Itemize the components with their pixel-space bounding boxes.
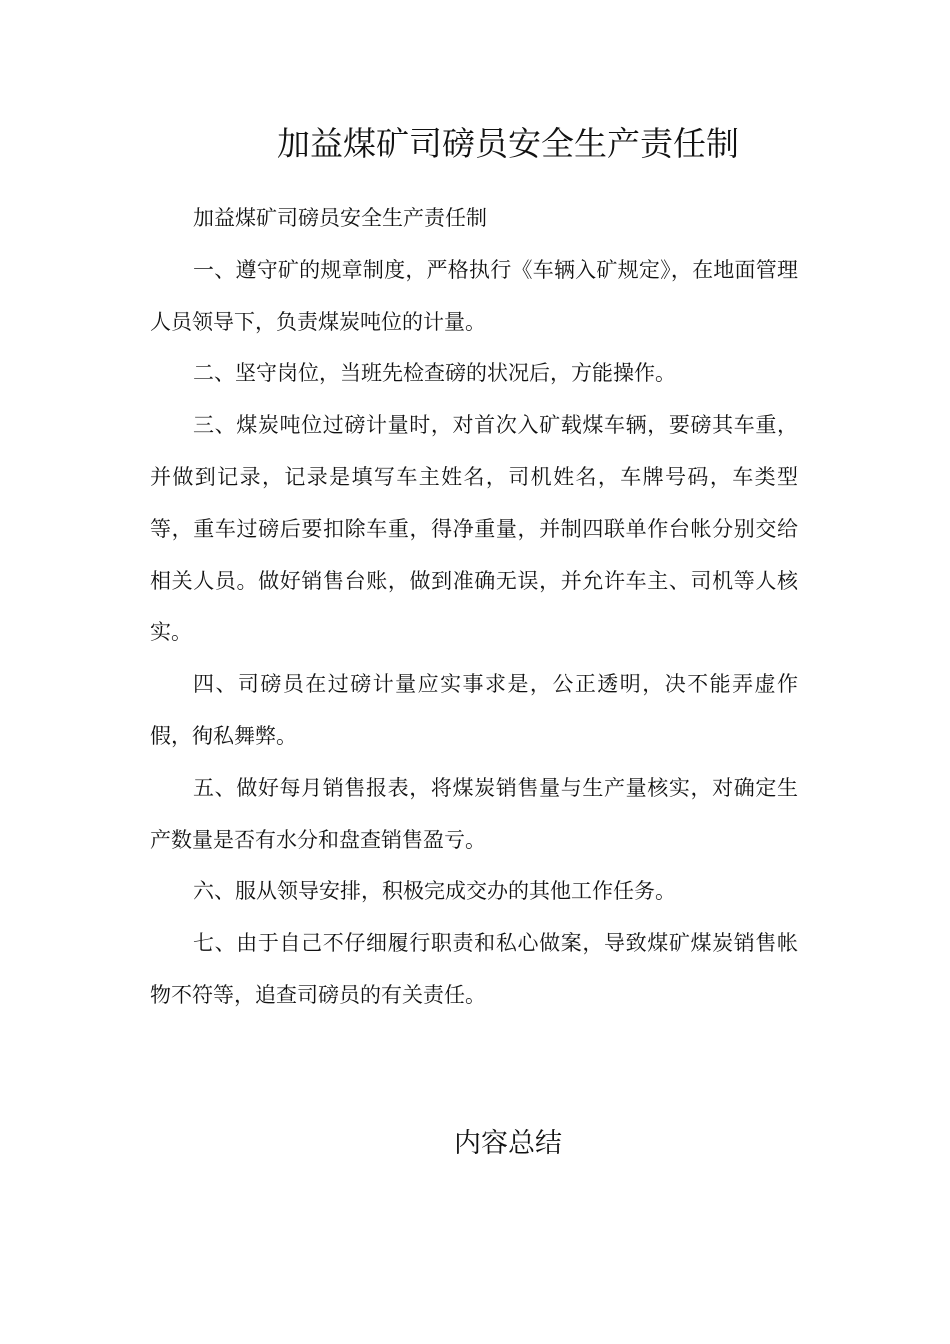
paragraph-item-5: 五、做好每月销售报表，将煤炭销售量与生产量核实，对确定生产数量是否有水分和盘查销售盈亏。 (150, 775, 798, 852)
paragraph-item-6: 六、服从领导安排，积极完成交办的其他工作任务。 (193, 879, 676, 904)
paragraph-subtitle: 加益煤矿司磅员安全生产责任制 (193, 206, 487, 230)
paragraph-item-2: 二、坚守岗位，当班先检查磅的状况后，方能操作。 (193, 361, 676, 386)
summary-heading: 内容总结 (454, 1128, 562, 1159)
paragraph-item-3: 三、煤炭吨位过磅计量时，对首次入矿载煤车辆，要磅其车重，并做到记录，记录是填写车主姓名，司机姓名，车牌号码，车类型等，重车过磅后要扣除车重，得净重量，并制四联单作台帐分别交给相关人员。做好销售台账，做到准确无误，并允许车主、司机等人核实。 (150, 413, 798, 645)
paragraph-item-1: 一、遵守矿的规章制度，严格执行《车辆入矿规定》，在地面管理人员领导下，负责煤炭吨位的计量。 (150, 257, 798, 334)
paragraph-item-7: 七、由于自己不仔细履行职责和私心做案，导致煤矿煤炭销售帐物不符等，追查司磅员的有关责任。 (150, 931, 798, 1007)
paragraph-item-4: 四、司磅员在过磅计量应实事求是，公正透明，决不能弄虚作假，徇私舞弊。 (150, 672, 798, 748)
document-title: 加益煤矿司磅员安全生产责任制 (277, 124, 739, 163)
document-body (150, 193, 798, 1022)
